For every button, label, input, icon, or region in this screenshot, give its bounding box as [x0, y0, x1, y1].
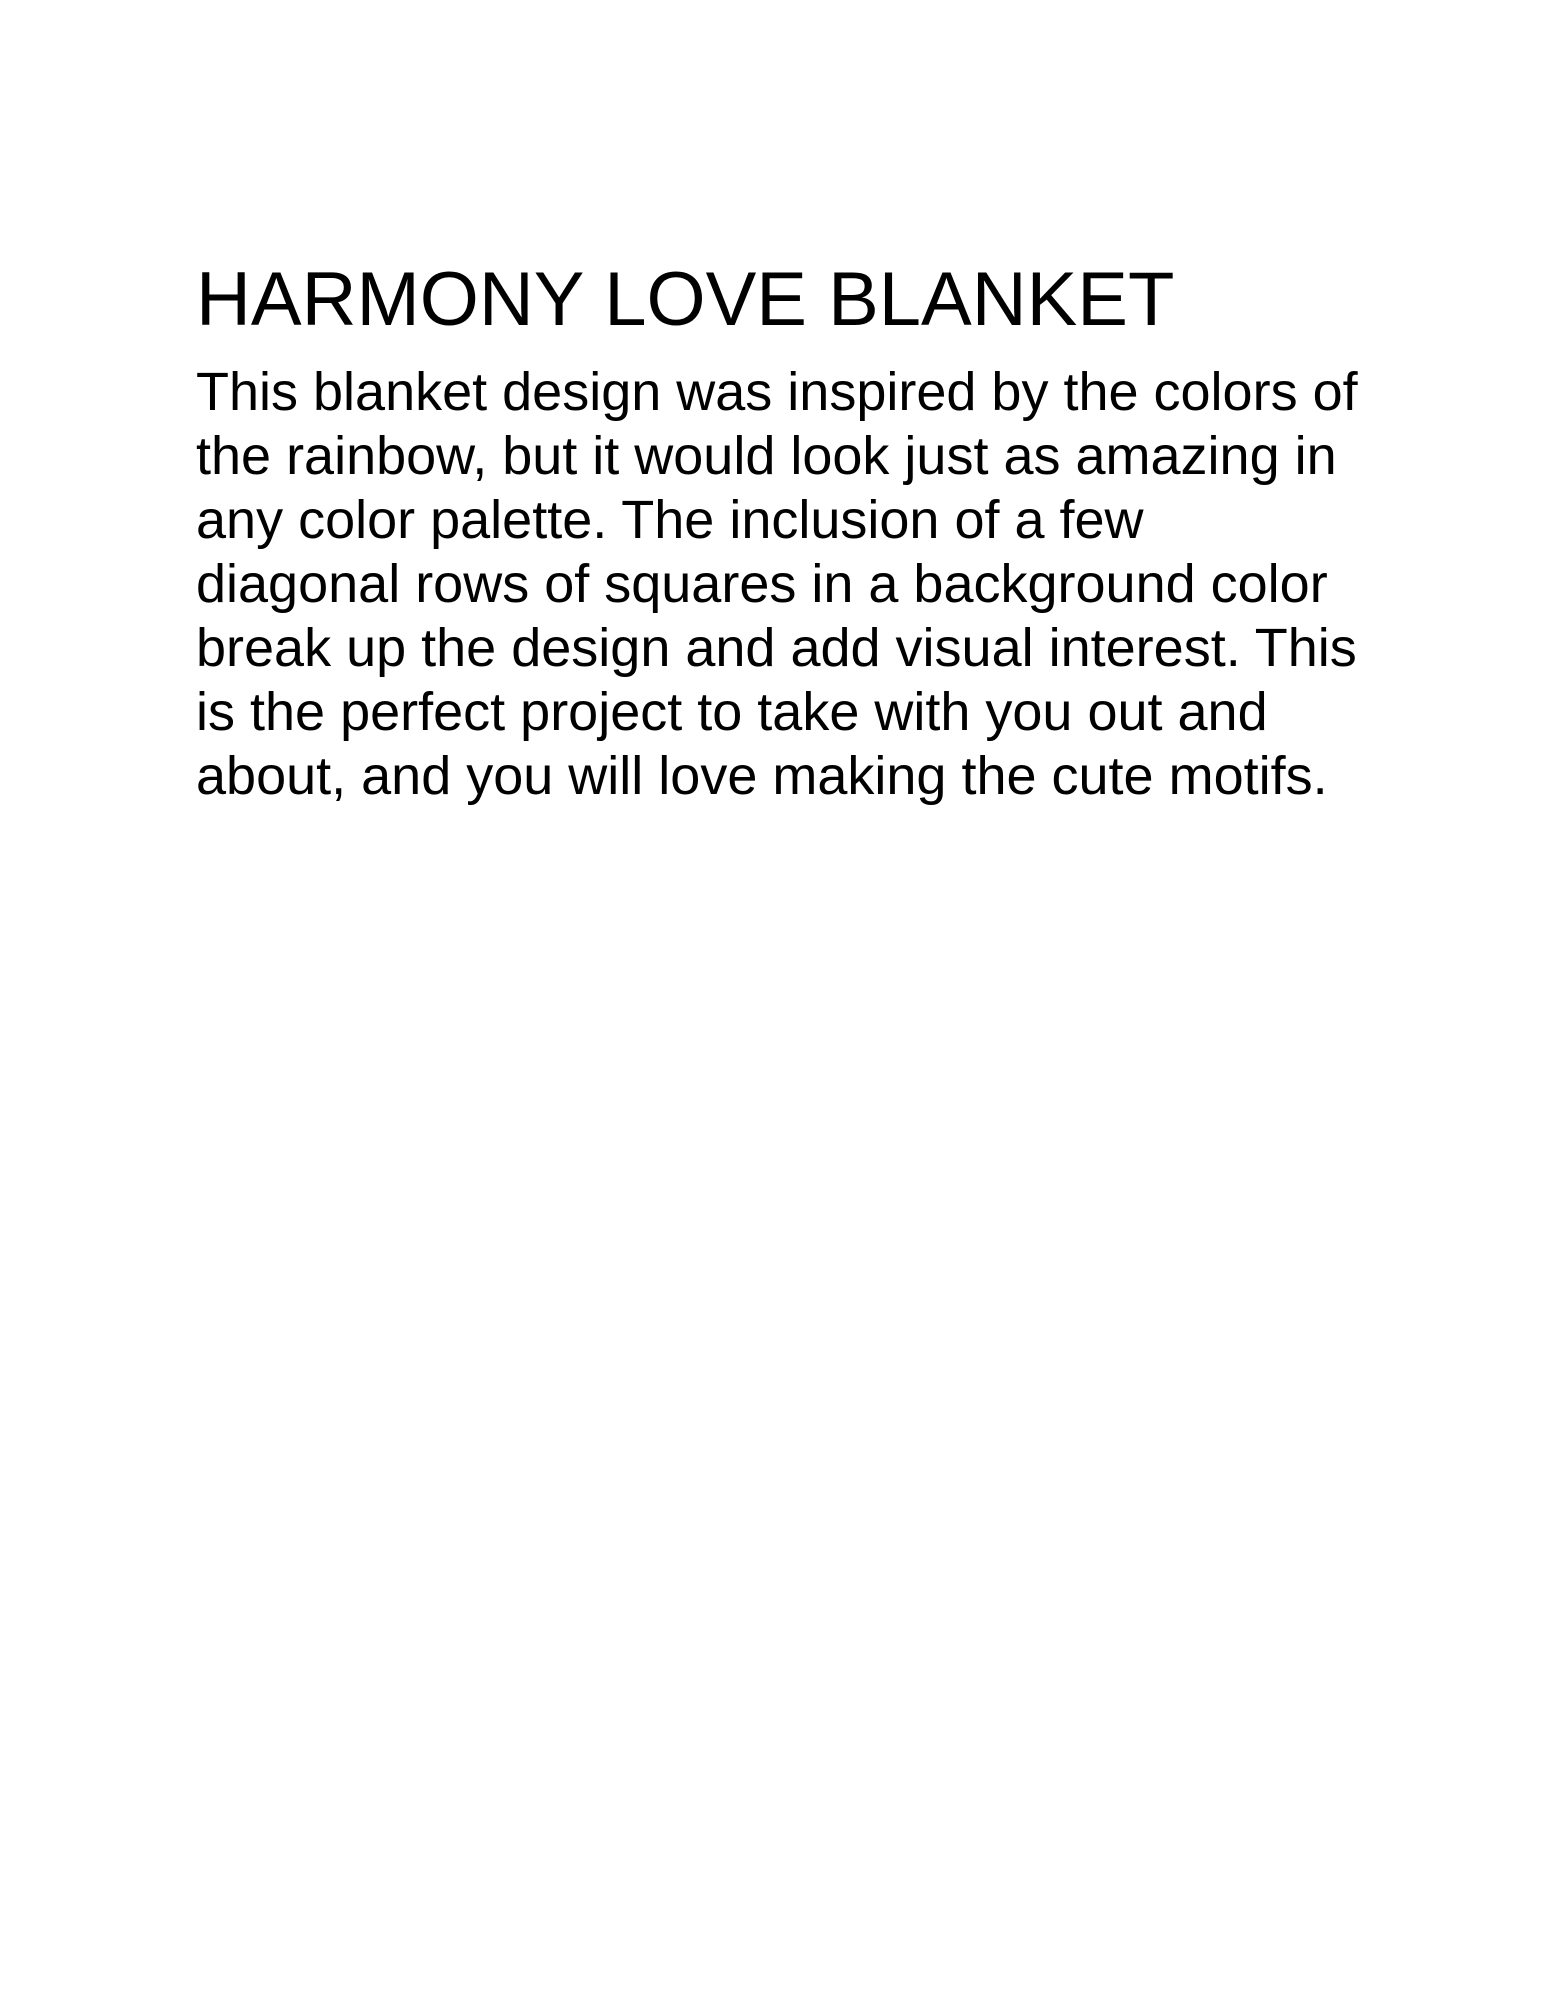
paragraph-line: break up the design and add visual interest. This [196, 618, 1357, 678]
paragraph-line: any color palette. The inclusion of a few [196, 490, 1144, 550]
paragraph-line: the rainbow, but it would look just as amazing in [196, 426, 1337, 486]
paragraph-line: about, and you will love making the cute motifs. [196, 746, 1328, 806]
paragraph [196, 360, 1456, 808]
paragraph-line: This blanket design was inspired by the colors of [196, 362, 1358, 422]
paragraph-line: is the perfect project to take with you out and [196, 682, 1268, 742]
paragraph-line: diagonal rows of squares in a background color [196, 554, 1328, 614]
page-title: HARMONY LOVE BLANKET [196, 257, 1175, 342]
document-content [196, 257, 1456, 808]
